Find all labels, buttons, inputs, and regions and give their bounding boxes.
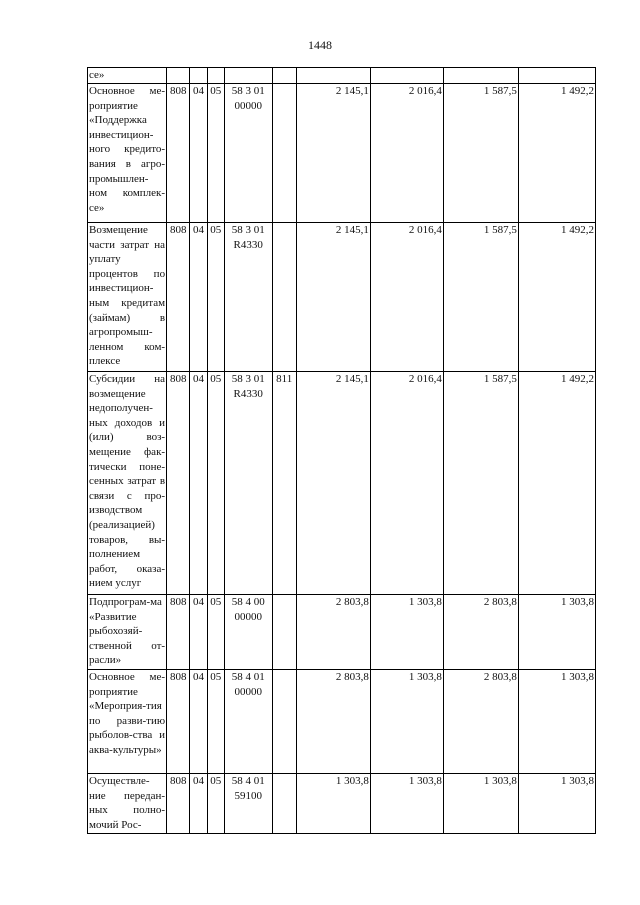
row-name-cell: Субсидии на возмещение недополучен-ных доходов и (или) воз-мещение фак-тически поне-сенных затрат в связи с про-изводством (реализацией) товаров, вы-полнением работ, оказа-нием услуг: [88, 372, 167, 595]
row-name-cell: Осуществле-ние передан-ных полно-мочий Рос-: [88, 774, 167, 834]
target-article-cell: 58 4 00 00000: [224, 595, 272, 670]
table-row: [88, 223, 596, 372]
section-code-cell: 04: [190, 372, 207, 595]
amount-cell-3: 1 587,5: [443, 223, 518, 372]
ministry-code-cell: [167, 68, 190, 84]
budget-table: [87, 67, 596, 834]
expense-type-cell: [272, 595, 296, 670]
section-code-cell: 04: [190, 670, 207, 774]
target-article-cell: 58 3 01 R4330: [224, 372, 272, 595]
amount-cell-1: 2 803,8: [296, 595, 370, 670]
target-article-cell: 58 4 01 59100: [224, 774, 272, 834]
page-number: 1448: [308, 38, 332, 52]
subsection-code-cell: 05: [207, 84, 224, 223]
section-code-cell: 04: [190, 595, 207, 670]
subsection-code-cell: 05: [207, 372, 224, 595]
row-name-cell: Основное ме-роприятие «Поддержка инвестицион-ного кредито-вания в агро-промышлен-ном комплек-се»: [88, 84, 167, 223]
subsection-code-cell: 05: [207, 223, 224, 372]
expense-type-cell: 811: [272, 372, 296, 595]
section-code-cell: 04: [190, 774, 207, 834]
expense-type-cell: [272, 774, 296, 834]
amount-cell-2: 2 016,4: [370, 84, 443, 223]
ministry-code-cell: 808: [167, 84, 190, 223]
row-name-cell: Основное ме-роприятие «Мероприя-тия по разви-тию рыболов-ства и аква-культуры»: [88, 670, 167, 774]
expense-type-cell: [272, 670, 296, 774]
subsection-code-cell: 05: [207, 774, 224, 834]
amount-cell-1: 1 303,8: [296, 774, 370, 834]
amount-cell-2: 2 016,4: [370, 372, 443, 595]
ministry-code-cell: 808: [167, 774, 190, 834]
amount-cell-1: 2 145,1: [296, 84, 370, 223]
section-code-cell: 04: [190, 84, 207, 223]
amount-cell-2: 1 303,8: [370, 595, 443, 670]
amount-cell-4: 1 303,8: [518, 670, 595, 774]
amount-cell-2: [370, 68, 443, 84]
ministry-code-cell: 808: [167, 595, 190, 670]
subsection-code-cell: 05: [207, 670, 224, 774]
target-article-cell: 58 3 01 R4330: [224, 223, 272, 372]
table-row: [88, 372, 596, 595]
amount-cell-3: 1 587,5: [443, 84, 518, 223]
amount-cell-4: 1 303,8: [518, 595, 595, 670]
amount-cell-3: 1 587,5: [443, 372, 518, 595]
amount-cell-3: [443, 68, 518, 84]
amount-cell-2: 2 016,4: [370, 223, 443, 372]
section-code-cell: [190, 68, 207, 84]
ministry-code-cell: 808: [167, 223, 190, 372]
table-body: [88, 68, 596, 834]
amount-cell-1: 2 145,1: [296, 372, 370, 595]
target-article-cell: 58 4 01 00000: [224, 670, 272, 774]
amount-cell-4: 1 492,2: [518, 84, 595, 223]
amount-cell-4: 1 303,8: [518, 774, 595, 834]
ministry-code-cell: 808: [167, 670, 190, 774]
table-row: [88, 670, 596, 774]
amount-cell-4: [518, 68, 595, 84]
target-article-cell: [224, 68, 272, 84]
amount-cell-2: 1 303,8: [370, 670, 443, 774]
amount-cell-4: 1 492,2: [518, 223, 595, 372]
amount-cell-1: 2 803,8: [296, 670, 370, 774]
expense-type-cell: [272, 84, 296, 223]
amount-cell-1: 2 145,1: [296, 223, 370, 372]
table-row: [88, 595, 596, 670]
target-article-cell: 58 3 01 00000: [224, 84, 272, 223]
amount-cell-4: 1 492,2: [518, 372, 595, 595]
amount-cell-3: 2 803,8: [443, 670, 518, 774]
table-row: [88, 68, 596, 84]
ministry-code-cell: 808: [167, 372, 190, 595]
amount-cell-1: [296, 68, 370, 84]
subsection-code-cell: [207, 68, 224, 84]
expense-type-cell: [272, 68, 296, 84]
expense-type-cell: [272, 223, 296, 372]
amount-cell-2: 1 303,8: [370, 774, 443, 834]
row-name-cell: Возмещение части затрат на уплату процентов по инвестицион-ным кредитам (займам) в агропромыш-ленном ком-плексе: [88, 223, 167, 372]
section-code-cell: 04: [190, 223, 207, 372]
row-name-cell: се»: [88, 68, 167, 84]
table-row: [88, 84, 596, 223]
table-row: [88, 774, 596, 834]
subsection-code-cell: 05: [207, 595, 224, 670]
amount-cell-3: 2 803,8: [443, 595, 518, 670]
row-name-cell: Подпрограм-ма «Развитие рыбохозяй-ственной от-расли»: [88, 595, 167, 670]
amount-cell-3: 1 303,8: [443, 774, 518, 834]
